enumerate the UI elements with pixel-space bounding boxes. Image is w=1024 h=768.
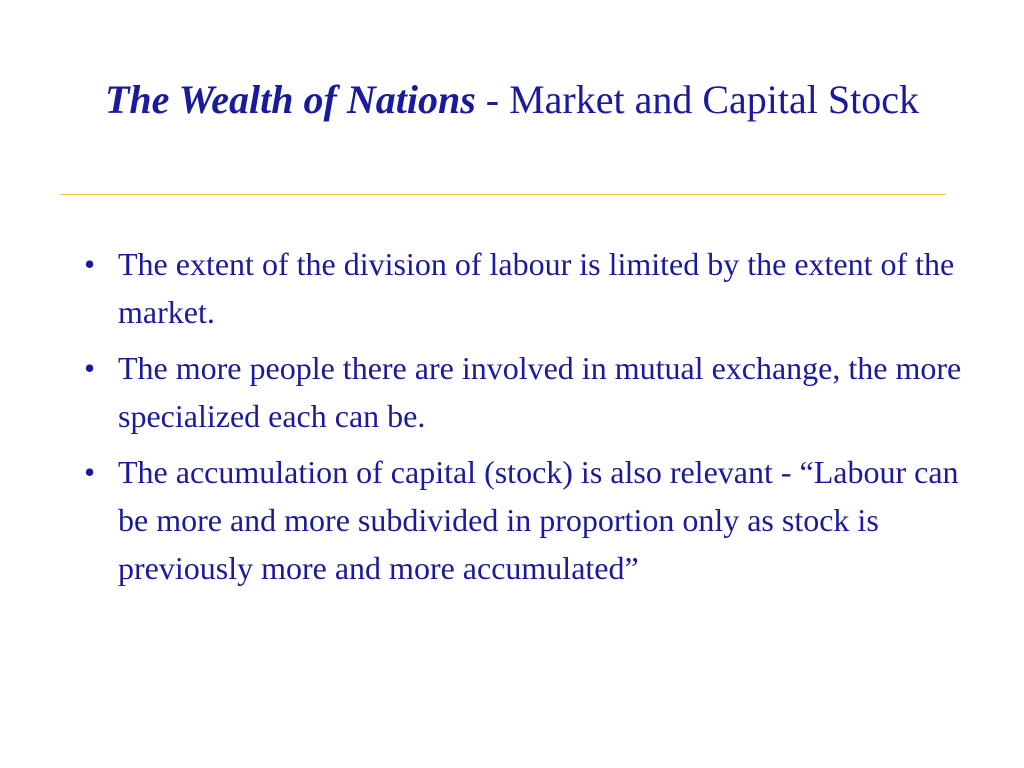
- bullet-text: The accumulation of capital (stock) is also relevant - “Labour can be more and more subdivided in proportion only as stock is previously more and more accumulated”: [118, 454, 959, 586]
- bullet-text: The more people there are involved in mutual exchange, the more specialized each can be.: [118, 350, 962, 434]
- bullet-icon: •: [84, 454, 96, 490]
- bullet-icon: •: [84, 246, 96, 282]
- bullet-item: [76, 344, 976, 440]
- title-divider: [60, 194, 946, 195]
- bullet-icon: •: [84, 350, 96, 386]
- slide-title: [60, 74, 964, 126]
- bullet-item: [76, 240, 976, 336]
- bullet-item: [76, 448, 976, 592]
- slide-title-book-name: The Wealth of Nations: [104, 77, 476, 122]
- slide-title-subtitle: - Market and Capital Stock: [475, 77, 919, 122]
- bullet-text: The extent of the division of labour is limited by the extent of the market.: [118, 246, 955, 330]
- bullet-list: [76, 240, 976, 600]
